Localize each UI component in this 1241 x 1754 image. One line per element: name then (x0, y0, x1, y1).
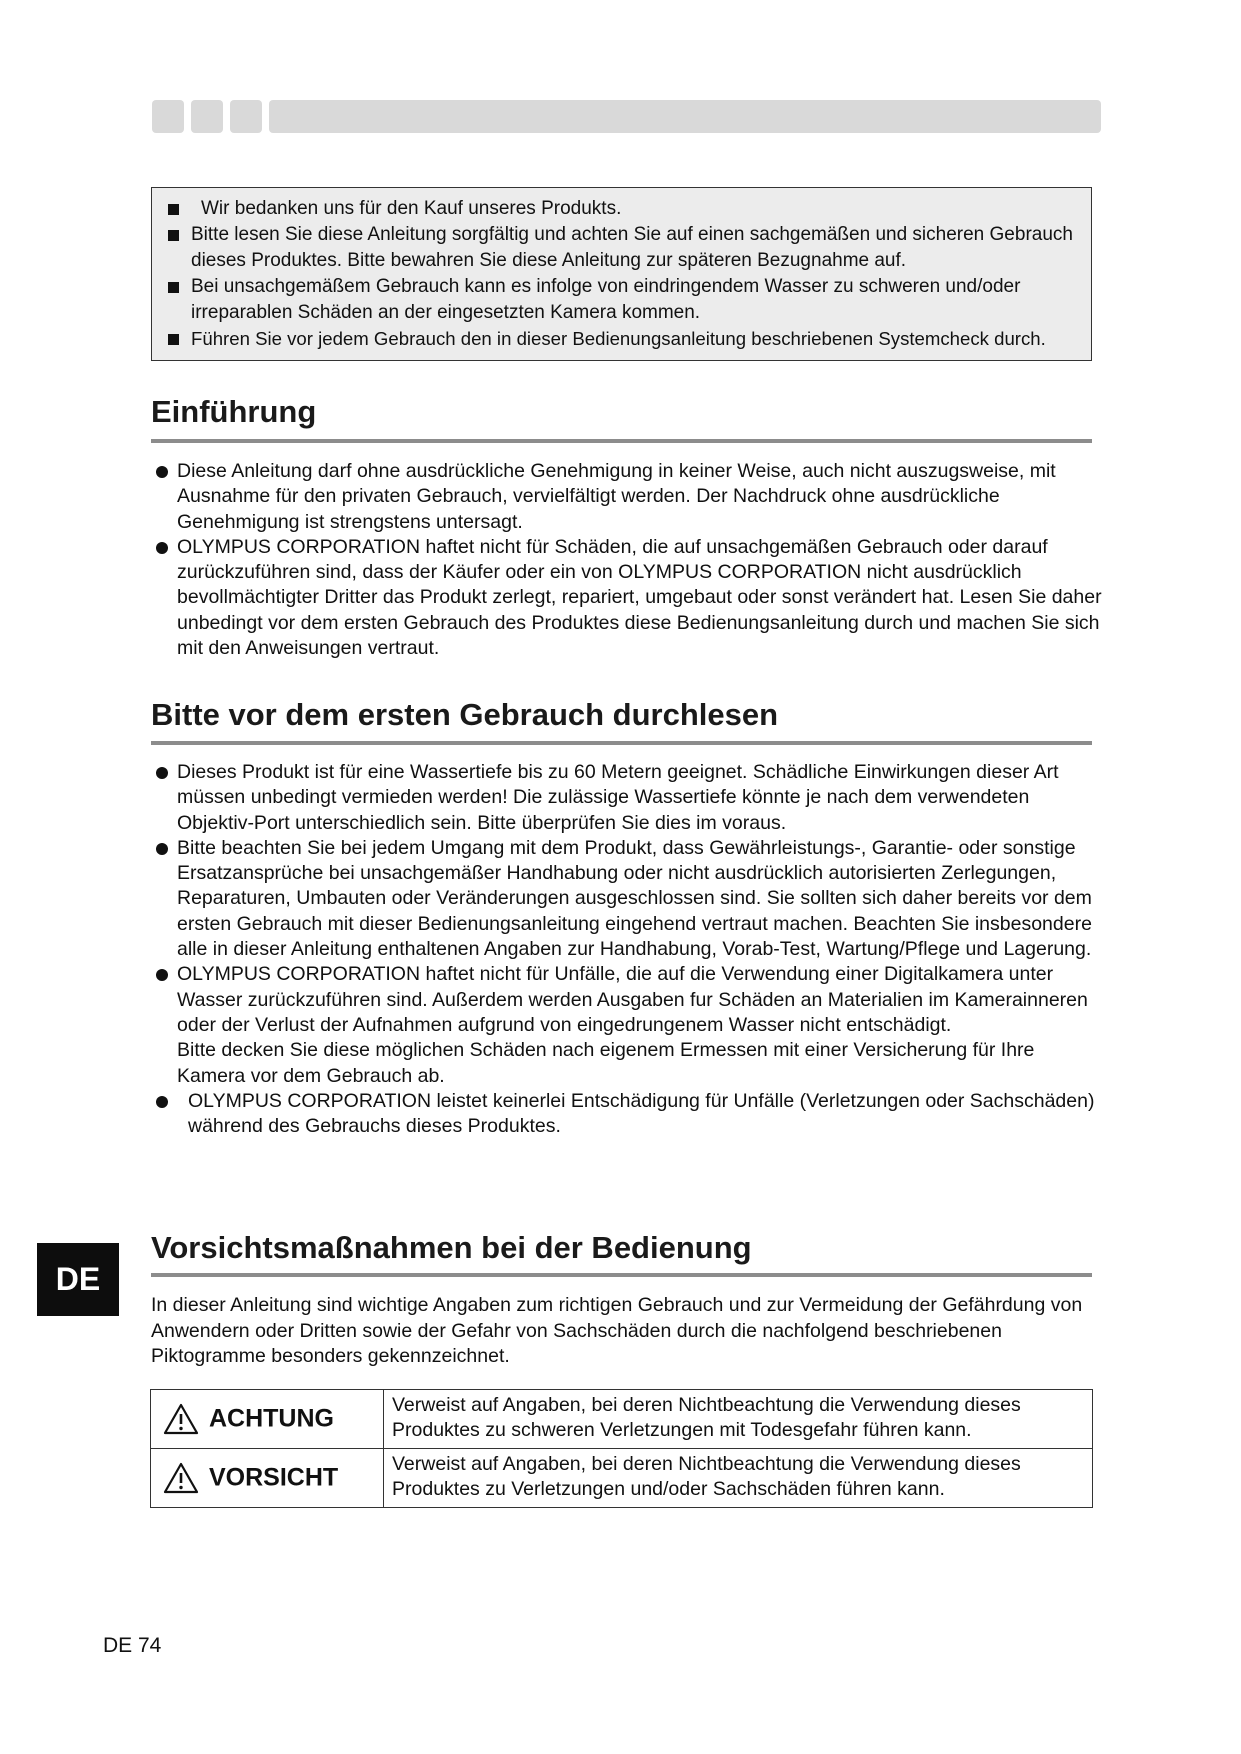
section-heading-vor-gebrauch: Bitte vor dem ersten Gebrauch durchlesen (151, 697, 779, 732)
header-block (191, 100, 223, 133)
notice-item: Bei unsachgemäßem Gebrauch kann es infolge von eindringendem Wasser zu schweren und/oder irreparablen Schäden an der eingesetzten Kamera kommen. (164, 274, 1081, 326)
warning-triangle-icon (163, 1403, 199, 1435)
warning-label-cell: ACHTUNG (151, 1390, 384, 1449)
header-band (269, 100, 1101, 133)
header-bar (152, 100, 1101, 133)
header-block (152, 100, 184, 133)
warning-label-cell: VORSICHT (151, 1449, 384, 1508)
bullet-dot-icon (156, 1096, 168, 1108)
table-row (151, 1449, 1093, 1508)
list-item: Bitte beachten Sie bei jedem Umgang mit dem Produkt, dass Gewährleistungs-, Garantie- oder sonstige Ersatzansprüche bei unsachgemäßer Handhabung oder nicht ausdrücklich autorisierten Zerlegungen, Reparaturen, Umbauten oder Veränderungen ausgeschlossen sind. Sie sollten sich daher bereits vor dem ersten Gebrauch mit dieser Bedienungsanleitung eingehend vertraut machen. Beachten Sie insbesondere alle in dieser Anleitung enthaltenen Angaben zur Handhabung, Vorab-Test, Wartung/Pflege und Lagerung. (152, 836, 1102, 962)
warning-triangle-icon (163, 1462, 199, 1494)
bullet-list-einfuehrung (152, 459, 1102, 661)
square-bullet-icon (168, 230, 179, 241)
notice-box (151, 187, 1092, 361)
page-number: DE 74 (103, 1634, 162, 1657)
list-item: OLYMPUS CORPORATION haftet nicht für Unfälle, die auf die Verwendung einer Digitalkamera unter Wasser zurückzuführen sind. Außerdem werden Ausgaben fur Schäden an Materialien im Kamerainneren oder der Verlust der Aufnahmen aufgrund von eingedrungenem Wasser nicht entschädigt. Bitte decken Sie diese möglichen Schäden nach eigenem Ermessen mit einer Versicherung für Ihre Kamera vor dem Gebrauch ab. (152, 962, 1102, 1088)
bullet-dot-icon (156, 542, 168, 554)
list-item: Diese Anleitung darf ohne ausdrückliche Genehmigung in keiner Weise, auch nicht auszugsweise, mit Ausnahme für den privaten Gebrauch, vervielfältigt werden. Der Nachdruck ohne ausdrückliche Genehmigung ist strengstens untersagt. (152, 459, 1102, 535)
bullet-dot-icon (156, 843, 168, 855)
square-bullet-icon (168, 204, 179, 215)
bullet-dot-icon (156, 466, 168, 478)
table-row (151, 1390, 1093, 1449)
intro-paragraph: In dieser Anleitung sind wichtige Angaben zum richtigen Gebrauch und zur Vermeidung der Gefährdung von Anwendern oder Dritten sowie der Gefahr von Sachschäden durch die nachfolgend beschriebenen Piktogramme besonders gekennzeichnet. (151, 1294, 1083, 1367)
warning-legend-table (150, 1389, 1093, 1508)
section-divider (151, 741, 1092, 745)
section-heading-vorsichtsmassnahmen: Vorsichtsmaßnahmen bei der Bedienung (151, 1230, 752, 1265)
square-bullet-icon (168, 334, 179, 345)
header-block (230, 100, 262, 133)
notice-item: Führen Sie vor jedem Gebrauch den in dieser Bedienungsanleitung beschriebenen Systemcheck durch. (164, 326, 1081, 352)
square-bullet-icon (168, 282, 179, 293)
warning-description-cell: Verweist auf Angaben, bei deren Nichtbeachtung die Verwendung dieses Produktes zu Verletzungen und/oder Sachschäden führen kann. (384, 1449, 1093, 1508)
bullet-dot-icon (156, 969, 168, 981)
section-divider (151, 439, 1092, 443)
bullet-list-vor-gebrauch (152, 760, 1102, 1139)
bullet-dot-icon (156, 767, 168, 779)
notice-item: Wir bedanken uns für den Kauf unseres Produkts. (164, 196, 1081, 222)
warning-description-cell: Verweist auf Angaben, bei deren Nichtbeachtung die Verwendung dieses Produktes zu schweren Verletzungen mit Todesgefahr führen kann. (384, 1390, 1093, 1449)
list-item: Dieses Produkt ist für eine Wassertiefe bis zu 60 Metern geeignet. Schädliche Einwirkungen dieser Art müssen unbedingt vermieden werden! Die zulässige Wassertiefe könnte je nach dem verwendeten Objektiv-Port unterschiedlich sein. Bitte überprüfen Sie dies im voraus. (152, 760, 1102, 836)
section-divider (151, 1273, 1092, 1277)
list-item: OLYMPUS CORPORATION haftet nicht für Schäden, die auf unsachgemäßen Gebrauch oder darauf zurückzuführen sind, dass der Käufer oder ein von OLYMPUS CORPORATION nicht ausdrücklich bevollmächtigter Dritter das Produkt zerlegt, repariert, umgebaut oder sonst verändert hat. Lesen Sie daher unbedingt vor dem ersten Gebrauch des Produktes diese Bedienungsanleitung durch und machen Sie sich mit den Anweisungen vertraut. (152, 535, 1102, 661)
list-item: OLYMPUS CORPORATION leistet keinerlei Entschädigung für Unfälle (Verletzungen oder Sachschäden) während des Gebrauchs dieses Produktes. (152, 1089, 1102, 1140)
notice-item: Bitte lesen Sie diese Anleitung sorgfältig und achten Sie auf einen sachgemäßen und sicheren Gebrauch dieses Produktes. Bitte bewahren Sie diese Anleitung zur späteren Bezugnahme auf. (164, 222, 1081, 274)
language-tab: DE (37, 1243, 119, 1316)
section-heading-einfuehrung: Einführung (151, 394, 317, 429)
